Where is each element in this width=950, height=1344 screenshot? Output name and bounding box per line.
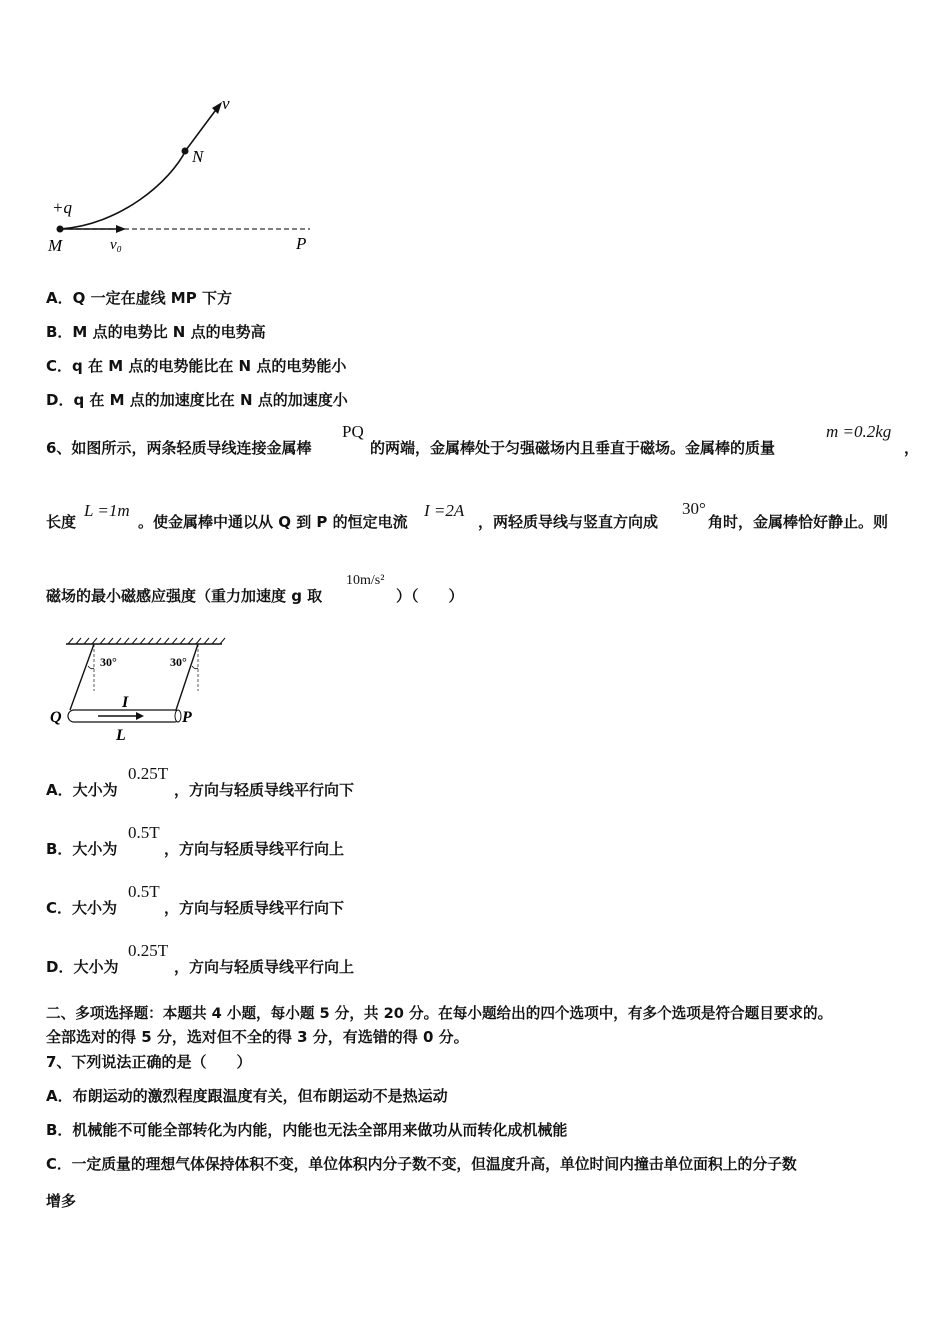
- label-p-end: P: [182, 709, 192, 726]
- angle-arc-right: [192, 666, 198, 669]
- label-p: P: [296, 234, 307, 253]
- q6-line1-c: ，: [904, 439, 920, 457]
- label-n: N: [192, 147, 204, 166]
- angle-label-left: 30°: [100, 655, 117, 669]
- q5-option-a: A．Q 一定在虚线 MP 下方: [46, 289, 232, 307]
- label-q-end: Q: [50, 709, 62, 726]
- q6-option-d-tail: ，方向与轻质导线平行向上: [174, 958, 355, 976]
- ceiling-hatch: [68, 638, 225, 644]
- q6-line2-a: 长度: [46, 513, 77, 531]
- angle-label-right: 30°: [170, 655, 187, 669]
- q6-line2-c: ，两轻质导线与竖直方向成: [478, 513, 659, 531]
- rod-end: [175, 710, 181, 722]
- label-i: I: [122, 694, 129, 711]
- q6-option-b-tail: ，方向与轻质导线平行向上: [164, 840, 345, 858]
- label-l: L: [116, 727, 126, 744]
- wire-left: [70, 644, 94, 710]
- q6-line3-b: ）（ ）: [396, 587, 464, 605]
- q6-line2-d: 角时，金属棒恰好静止。则: [708, 513, 889, 531]
- q5-option-b: B．M 点的电势比 N 点的电势高: [46, 323, 266, 341]
- q6-option-b-value: 0.5T: [128, 823, 160, 842]
- q6-mass: m =0.2kg: [826, 422, 892, 441]
- label-v: v: [222, 94, 230, 113]
- q6-angle: 30°: [682, 499, 706, 518]
- q7-option-c-line1: C．一定质量的理想气体保持体积不变，单位体积内分子数不变，但温度升高，单位时间内撞击单位面积上的分子数: [46, 1156, 797, 1173]
- trajectory-figure: [40, 92, 330, 262]
- angle-arc-left: [88, 666, 94, 669]
- q6-option-c-tail: ，方向与轻质导线平行向下: [164, 899, 345, 917]
- q6-option-d-label: D．大小为: [46, 958, 119, 976]
- q6-pq: PQ: [342, 422, 364, 441]
- q6-option-c-value: 0.5T: [128, 882, 160, 901]
- q7-option-a: A．布朗运动的激烈程度跟温度有关，但布朗运动不是热运动: [46, 1087, 448, 1105]
- q6-option-c-label: C．大小为: [46, 899, 118, 917]
- q6-line2-b: 。使金属棒中通以从 Q 到 P 的恒定电流: [138, 513, 408, 531]
- q6-option-d-value: 0.25T: [128, 941, 169, 960]
- point-n: [182, 148, 189, 155]
- label-v0: v₀: [110, 237, 122, 253]
- label-m: M: [48, 236, 63, 255]
- q6-current: I =2A: [424, 501, 465, 520]
- wire-right: [176, 644, 198, 710]
- q7-stem: 7、下列说法正确的是（ ）: [46, 1053, 252, 1071]
- q6-line1-a: 6、如图所示，两条轻质导线连接金属棒: [46, 439, 312, 457]
- q6-option-a-value: 0.25T: [128, 764, 169, 783]
- hanging-rod-figure: [44, 636, 234, 748]
- q6-g-value: 10m/s²: [346, 573, 385, 588]
- q7-option-c-line2: 增多: [46, 1192, 77, 1210]
- q6-line3-a: 磁场的最小磁感应强度（重力加速度 g 取: [46, 587, 323, 605]
- q5-option-d: D．q 在 M 点的加速度比在 N 点的加速度小: [46, 391, 348, 409]
- q6-option-a-tail: ，方向与轻质导线平行向下: [174, 781, 355, 799]
- q6-option-b-label: B．大小为: [46, 840, 118, 858]
- q5-option-c: C．q 在 M 点的电势能比在 N 点的电势能小: [46, 357, 347, 375]
- v0-arrowhead: [116, 225, 126, 233]
- trajectory-curve: [60, 107, 218, 229]
- q7-option-b: B．机械能不可能全部转化为内能，内能也无法全部用来做功从而转化成机械能: [46, 1121, 568, 1139]
- q6-line1-b: 的两端，金属棒处于匀强磁场内且垂直于磁场。金属棒的质量: [370, 439, 776, 457]
- section2-header-line1: 二、多项选择题：本题共 4 小题，每小题 5 分，共 20 分。在每小题给出的四个选项中，有多个选项是符合题目要求的。: [46, 1005, 833, 1022]
- section2-header-line2: 全部选对的得 5 分，选对但不全的得 3 分，有选错的得 0 分。: [46, 1028, 469, 1046]
- q6-length: L =1m: [84, 501, 130, 520]
- label-q: +q: [52, 198, 72, 217]
- q6-option-a-label: A．大小为: [46, 781, 118, 799]
